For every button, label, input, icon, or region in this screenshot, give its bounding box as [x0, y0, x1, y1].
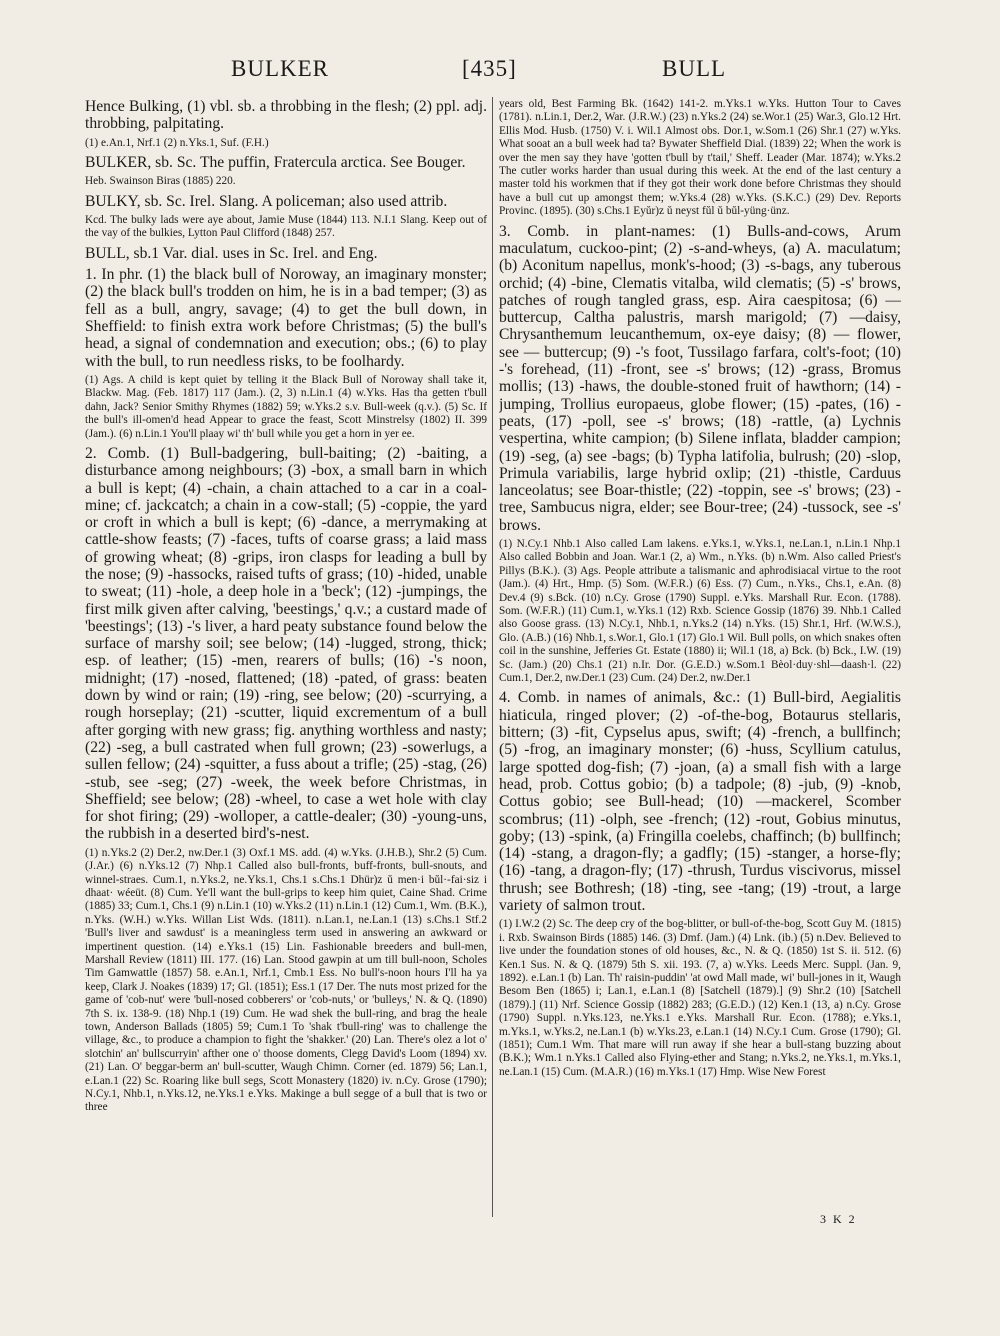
signature-mark: 3 K 2 — [820, 1212, 857, 1226]
entry-bulker: BULKER, sb. Sc. The puffin, Fratercula arctica. See Bouger. — [85, 154, 466, 171]
left-column — [85, 98, 487, 1248]
running-head-left: BULKER — [231, 56, 329, 81]
citation-bull-compounds-cont: years old, Best Farming Bk. (1642) 141-2. m.Yks.1 w.Yks. Hutton Tour to Caves (1781). n.Lin.1, Der.2, War. (J.R.W.) (23) n.Yks.2 (24) se.Wor.1 (25) War.3, Glo.12 Hrt. Ellis Mod. Husb. (1750) V. i. Wil.1 Almost obs. Dor.1, w.Som.1 (26) Shr.1 (27) w.Yks. What sooat an a bull week had ta? Bywater Sheffield Dial. (1839) 22; When the work is over the men say they have 'gotten t'bull by t'tail,' Sheff. Leader (Mar. 1874); w.Yks.2 The cutler works harder than usual during this week. At the end of the last century a master told his workmen that if they got their work done before Christmas they should have a bull cut up amongst them; w.Yks.4 (28) w.Yks. (S.K.C.) (29) Dev. Reports Provinc. (1895). (30) s.Chs.1 Eyŭr)z ŭ neyst fŭl ŭ bŭl-yüng·ünz. — [499, 98, 901, 218]
citation-bull-phrases: (1) Ags. A child is kept quiet by telling it the Black Bull of Noroway shall take it, Blackw. Mag. (Feb. 1817) 117 (Jam.). (2, 3) n.Lin.1 (4) w.Yks. Has tha getten t'bull dahn, Jack? Senior Smithy Rhymes (1882) 59; w.Yks.2 s.v. Bull-week (q.v.). (5) Sc. If the bull's ill-omen'd head Appear to grace the feast, Scott Minstrelsy (1802) II. 399 (Jam.). (6) n.Lin.1 You'll plaay wi' th' bull while you get a horn in yer ee. — [85, 373, 487, 440]
entry-bull-plant-names: 3. Comb. in plant-names: (1) Bulls-and-cows, Arum maculatum, cuckoo-pint; (2) -s-and-wheys, (a) A. maculatum; (b) Aconitum napellus, monk's-hood; (3) -s-bags, any tuberous orchid; (4) -bine, Clematis vitalba, wild clematis; (5) -s' brows, patches of rough tangled grass, esp. Aira caespitosa; (6) —buttercup, Caltha palustris, marsh marigold; (7) —daisy, Chrysanthemum leucanthemum, ox-eye daisy; (8) — flower, see — buttercup; (9) -'s foot, Tussilago farfara, colt's-foot; (10) -'s forehead, (11) -front, see -s' brows; (12) -grass, Bromus mollis; (13) -haws, the double-stoned fruit of hawthorn; (14) -jumping, Trollius europaeus, globe flower; (15) -pates, (16) -peats, (17) -poll, see -s' brows; (18) -rattle, (a) Lychnis vespertina, white campion; (b) Silene inflata, bladder campion; (19) -seg, (a) see -bags; (b) Typha latifolia, bulrush; (20) -slop, Primula variabilis, large hybrid oxlip; (21) -thistle, Carduus lanceolatus; see Boar-thistle; (22) -toppin, see -s' brows; (23) -tree, Sambucus nigra, elder; see Bour-tree; (24) -tussock, see -s' brows. — [499, 222, 901, 534]
running-head-right: BULL — [662, 56, 727, 81]
citation-bulker: Heb. Swainson Biras (1885) 220. — [85, 175, 236, 188]
citation-bull-plant-names: (1) N.Cy.1 Nhb.1 Also called Lam lakens. e.Yks.1, w.Yks.1, ne.Lan.1, n.Lin.1 Nhp.1 Also called Bobbin and Joan. War.1 (2, a) Wm., n.Yks. (b) n.Wm. Also called Priest's Pillys (B.K.). (3) Ags. People attribute a talismanic and aphrodisiacal virtue to the root (Jam.). (4) Hrt., Hmp. (5) Som. (W.F.R.) (6) Ess. (7) Cum., n.Yks., Chs.1, e.An. (8) Dev.4 (9) s.Bck. (10) n.Cy. Grose (1790) Suppl. e.Yks. Marshall Rur. Econ. (1788). Som. (W.F.R.) (11) Cum.1, w.Yks.1 (12) Rxb. Science Gossip (1876) 39. Nhb.1 Called also Goose grass. (13) N.Cy.1, Nhb.1, n.Yks.2 (14) n.Yks. (15) Shr.1, Hrf. (W.W.S.), Glo. (A.B.) (16) Nhb.1, s.Wor.1, Glo.1 (17) Glo.1 Wil. Bull polls, on which snakes often coil in the sunshine, Jefferies Gt. Estate (1880) ii; Wil.1 (18, a) Bck. (b) Bck., I.W. (19) Sc. (Jam.) (20) Chs.1 (21) n.Ir. Dor. (G.E.D.) w.Som.1 Bèol·duy·shl—daash·l. (22) Cum.1, Der.2, nw.Der.1 (23) Cum. (24) Der.2, nw.Der.1 — [499, 538, 901, 685]
citation-bull-compounds: (1) n.Yks.2 (2) Der.2, nw.Der.1 (3) Oxf.1 MS. add. (4) w.Yks. (J.H.B.), Shr.2 (5) Cum. (J.Ar.) (6) n.Yks.12 (7) Nhp.1 Called also bull-fronts, buff-fronts, bull-snouts, and winnel-straes. Cum.1, n.Yks.2, ne.Yks.1, Chs.1 s.Chs.1 Dhür)z ŭ men·i bŭl·-fai·siz i dhaat· wéeüt. (8) Cum. Ye'll want the bull-grips to keep him quiet, Caine Shad. Crime (1885) 33; Cum.1, Chs.1 (9) n.Lin.1 (10) w.Yks.2 (11) n.Lin.1 (12) Cum.1, Wm. (B.K.), n.Yks. (W.H.) w.Yks. Willan List Wds. (1811). n.Lan.1, ne.Lan.1 (13) s.Chs.1 Stf.2 'Bull's liver and sawdust' is a meaningless term used in answering an awkward or impertinent question. (14) e.Yks.1 (15) Lin. Fashionable breeders and bull-men, Marshall Review (1811) III. 177. (16) Lan. Stood gawpin at um till bull-noon, Scholes Tim Gamwattle (1857) 58. e.An.1, Nrf.1, Cmb.1 Ess. No bull's-noon hours I'll ha ya keep, Clark J. Noakes (1839) 17; Gl. (1851); Ess.1 (17 Der. The nuts most prized for the game of 'cob-nut' were 'bull-nosed cobberers' or 'cob-nuts,' or 'bulleys,' N. & Q. (1890) 7th S. ix. 138-9. (18) Nhp.1 (19) Cum. He wad shek the bull-ring, and brag the heale town, Anderson Ballads (1805) 59; Cum.1 To 'shak t'bull-ring' was to challenge the village, &c., to produce a champion to fight the 'shakker.' (20) Lan. There's olez a lot o' slotchin' an' bullscurryin' afther one o' thoose doments, Clegg David's Loom (1894) xv. (21) Lan. O' beggar-berm an' bull-scutter, Waugh Chimn. Corner (ed. 1879) 56; Lan.1, e.Lan.1 (22) Sc. Roaring like bull segs, Scott Monastery (1820) iv. n.Cy. Grose (1790); N.Cy.1, Nhb.1, n.Yks.12, ne.Yks.1 e.Yks. Makinge a bull segge of a bull that is two or three — [85, 846, 487, 1114]
entry-bull-phrases: 1. In phr. (1) the black bull of Noroway, an imaginary monster; (2) the black bull's trodden on him, he is in a bad temper; (3) as fell as a bull, angry, savage; (4) to get the bull down, in Sheffield: to finish extra work before Christmas; (5) the bull's head, a signal of condemnation and execution; obs.; (6) to play with the bull, to run needless risks, to be foolhardy. — [85, 266, 487, 370]
entry-bulky: BULKY, sb. Sc. Irel. Slang. A policeman; also used attrib. — [85, 192, 448, 210]
entry-bull-headword: BULL, sb.1 Var. dial. uses in Sc. Irel. and Eng. — [85, 244, 378, 262]
entry-bulking: Hence Bulking, (1) vbl. sb. a throbbing in the flesh; (2) ppl. adj. throbbing, palpitating. — [85, 98, 487, 133]
entry-bull-compounds: 2. Comb. (1) Bull-badgering, bull-baiting; (2) -baiting, a disturbance among neighbours; (3) -box, a small barn in which a bull is kept; (4) -chain, a chain attached to a car in a coal-mine; cf. jackcatch; a chain in a cow-stall; (5) -coppie, the yard or croft in which a bull is kept; (6) -dance, a merrymaking at cattle-show feasts; (7) -faces, tufts of coarse grass; a laid mass of growing wheat; (8) -grips, iron clasps for leading a bull by the nose; (9) -hassocks, raised tufts of grass; (10) -hided, unable to sweat; (11) -hole, a deep hole in a 'beck'; (12) -jumpings, the first milk given after calving, 'beestings,' q.v.; a custard made of 'beestings'; (13) -'s liver, a hard peaty substance found below the surface of marshy soil; see below; (14) -lugged, strong, thick; esp. of leather; (15) -men, rearers of bulls; (16) -'s noon, midnight; (17) -nosed, flattened; (18) -pated, of grass: beaten down by wind or rain; (19) -ring, see below; (20) -scurrying, a rough horseplay; (21) -scutter, liquid excrementum of a bull after gorging with new grass; fig. anything worthless and nasty; (22) -seg, a bull castrated when full grown; (23) -sowerlugs, a sullen fellow; (24) -squitter, a fuss about a trifle; (25) -stag, (26) -stub, see -seg; (27) -week, the week before Christmas, in Sheffield; see below; (28) -wheel, to case a wet hole with clay for shot firing; (29) -wolloper, a cattle-dealer; (30) -young-uns, the rubbish in a deserted bird's-nest. — [85, 444, 487, 843]
page-number: [435] — [462, 56, 517, 81]
citation-bulky: Kcd. The bulky lads were aye about, Jamie Muse (1844) 113. N.I.1 Slang. Keep out of the vay of the bulkies, Lytton Paul Clifford (1848) 257. — [85, 214, 487, 240]
citation-bull-animal-names: (1) I.W.2 (2) Sc. The deep cry of the bog-blitter, or bull-of-the-bog, Scott Guy M. (1815) i. Rxb. Swainson Birds (1885) 146. (3) Dmf. (Jam.) (4) Lnk. (ib.) (5) n.Dev. Believed to live under the foundation stones of old houses, &c., N. & Q. (1850) 1st S. ii. 512. (6) Ken.1 Sus. N. & Q. (1879) 5th S. xii. 193. (7, a) w.Yks. Leeds Merc. Suppl. (Jan. 9, 1892). e.Lan.1 (b) Lan. Th' raisin-puddin' 'at owd Mall made, wi' bull-jones in it, Waugh Besom Ben (1865) i; Lan.1, e.Lan.1 (8) [Satchell (1879).] (9) Shr.2 (10) [Satchell (1879).] (11) Nrf. Science Gossip (1882) 283; (G.E.D.) (12) Ken.1 (13, a) n.Cy. Grose (1790) Suppl. n.Yks.123, ne.Yks.1 e.Yks. Marshall Rur. Econ. (1788); e.Yks.1, m.Yks.1, w.Yks.2, ne.Lan.1 (b) w.Yks.23, e.Lan.1 (14) N.Cy.1 Cum. Grose (1790); Gl. (1851); Cum.1 Wm. That mare will run away if she hear a bull-stang buzzing about (B.K.); Wm.1 n.Yks.1 Called also Flying-ether and Stang; n.Yks.2, ne.Yks.1, m.Yks.1, ne.Lan.1 (15) Cum. (M.A.R.) (16) m.Yks.1 (17) Hmp. Wise New Forest — [499, 918, 901, 1078]
right-column — [499, 98, 901, 1248]
entry-bull-animal-names: 4. Comb. in names of animals, &c.: (1) Bull-bird, Aegialitis hiaticula, ringed plover; (2) -of-the-bog, Botaurus stellaris, bittern; (3) -fit, Cypselus apus, swift; (4) -french, a bullfinch; (5) -frog, an imaginary monster; (6) -huss, Scyllium catulus, large spotted dog-fish; (7) -joan, (a) a small fish with a large head, prob. Cottus gobio; (b) a tadpole; (8) -jub, (9) -knob, Cottus gobio; see Bull-head; (10) —mackerel, Scomber scombrus; (11) -olph, see -french; (12) -rout, Gobius minutus, goby; (13) -spink, (a) Fringilla coelebs, chaffinch; (b) bullfinch; (14) -stang, a dragon-fly; a gadfly; (15) -stanger, a horse-fly; (16) -tang, a dragon-fly; (17) -thrush, Turdus viscivorus, missel thrush; see Bothresh; (18) -ting, see -tang; (19) -trout, a large variety of salmon trout. — [499, 689, 901, 915]
column-divider — [492, 97, 493, 1217]
citation-bulking: (1) e.An.1, Nrf.1 (2) n.Yks.1, Suf. (F.H.) — [85, 136, 269, 149]
